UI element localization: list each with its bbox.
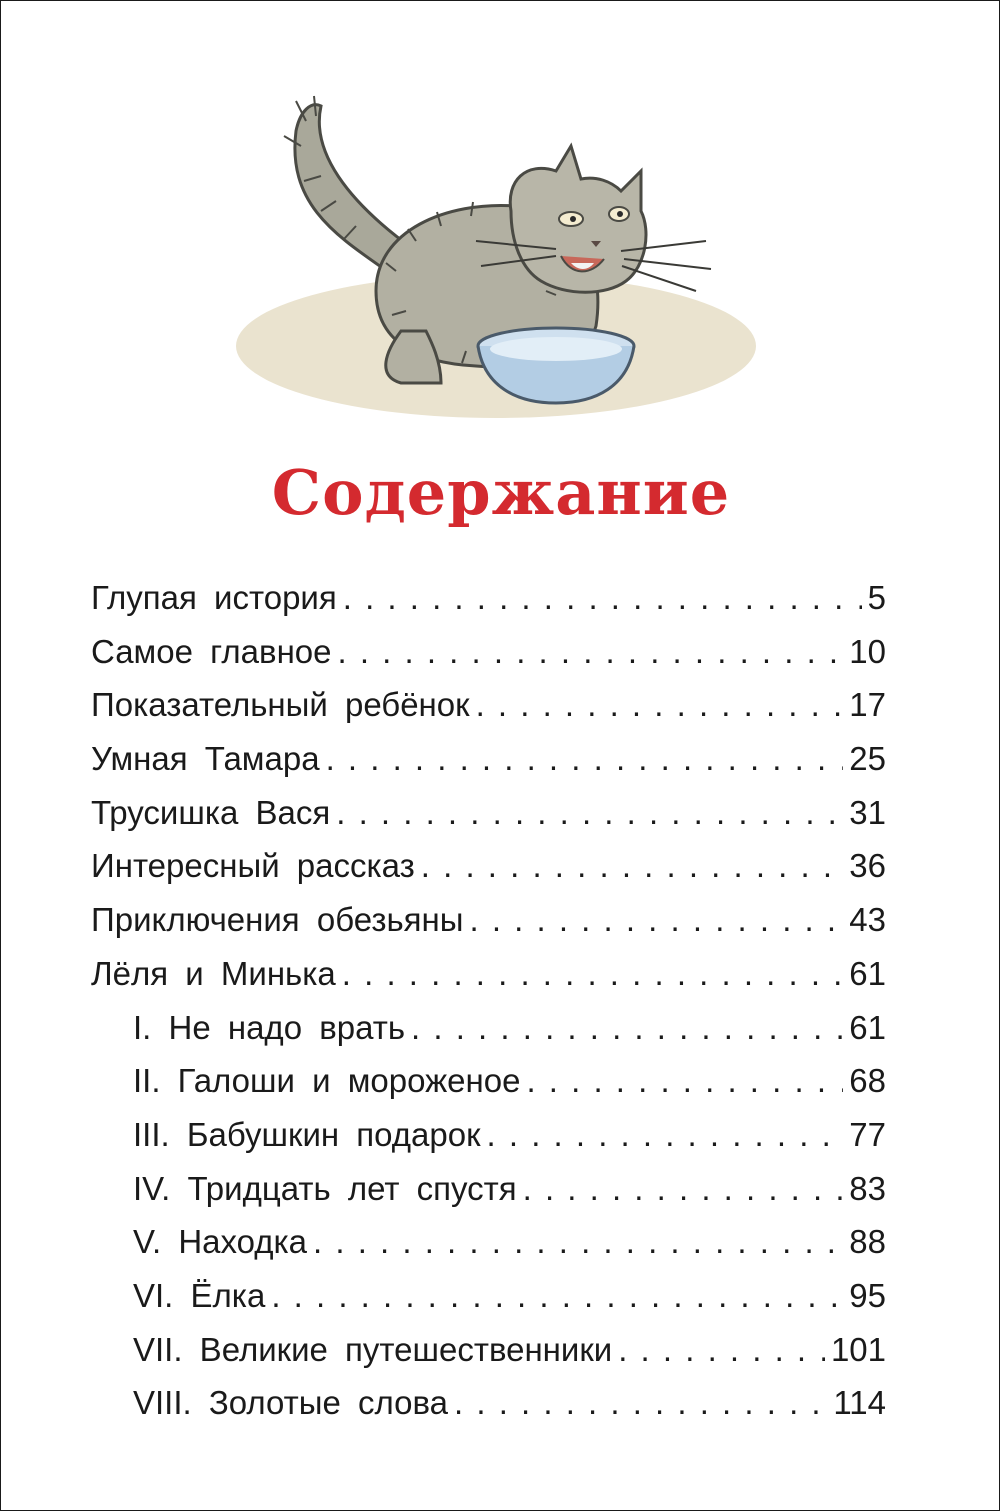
- toc-subentry[interactable]: [91, 1001, 886, 1055]
- toc-entry-page: 36: [849, 847, 886, 885]
- leader-dots: [526, 1054, 843, 1108]
- toc-entry-page: 88: [849, 1223, 886, 1261]
- leader-dots: [487, 1108, 844, 1162]
- leader-dots: [313, 1215, 843, 1269]
- toc-entry[interactable]: [91, 893, 886, 947]
- toc-entry-title: Трусишка Вася: [91, 793, 331, 831]
- toc-subentry[interactable]: [91, 1215, 886, 1269]
- toc-entry[interactable]: [91, 839, 886, 893]
- toc-entry-title: II. Галоши и мороженое: [133, 1062, 521, 1100]
- leader-dots: [421, 839, 844, 893]
- toc-entry-title: VI. Ёлка: [133, 1276, 266, 1314]
- toc-entry-title: Интересный рассказ: [91, 847, 415, 885]
- toc-entry-title: I. Не надо врать: [133, 1008, 406, 1046]
- toc-entry-title: Лёля и Минька: [91, 954, 336, 992]
- toc-entry-page: 101: [830, 1330, 886, 1368]
- toc-entry-title: III. Бабушкин подарок: [133, 1115, 481, 1153]
- toc-entry-page: 83: [849, 1169, 886, 1207]
- toc-entry-page: 31: [849, 793, 886, 831]
- page-title: Содержание: [271, 456, 731, 529]
- toc-entry-page: 5: [867, 579, 886, 616]
- toc-entry-page: 61: [849, 954, 886, 992]
- leader-dots: [336, 786, 843, 840]
- toc-entry-title: Показательный ребёнок: [91, 686, 470, 724]
- toc-subentry[interactable]: [91, 1323, 886, 1377]
- toc-entry-title: Самое главное: [91, 632, 332, 670]
- toc-entry-title: VII. Великие путешественники: [133, 1330, 613, 1368]
- toc-subentry[interactable]: [91, 1376, 886, 1430]
- toc-entry-page: 114: [833, 1384, 886, 1422]
- leader-dots: [342, 947, 844, 1001]
- toc-subentry[interactable]: [91, 1162, 886, 1216]
- toc-entry-title: IV. Тридцать лет спустя: [133, 1169, 517, 1207]
- toc-entry-page: 25: [849, 740, 886, 778]
- leader-dots: [411, 1001, 843, 1055]
- leader-dots: [476, 678, 844, 732]
- toc-entry-page: 61: [849, 1008, 886, 1046]
- leader-dots: [338, 625, 844, 679]
- toc-entry-page: 95: [849, 1276, 886, 1314]
- toc-entry-page: 43: [849, 901, 886, 939]
- toc-entry[interactable]: [91, 947, 886, 1001]
- toc-subentry[interactable]: [91, 1108, 886, 1162]
- cat-with-bowl-illustration: [226, 91, 766, 436]
- toc-entry-title: Приключения обезьяны: [91, 901, 464, 939]
- toc-entry[interactable]: [91, 571, 886, 625]
- toc-entry-title: V. Находка: [133, 1223, 308, 1261]
- toc-entry-page: 77: [849, 1115, 886, 1153]
- table-of-contents: [91, 571, 886, 1430]
- leader-dots: [326, 732, 844, 786]
- toc-subentry[interactable]: [91, 1054, 886, 1108]
- toc-entry[interactable]: [91, 786, 886, 840]
- leader-dots: [454, 1376, 827, 1430]
- toc-subentry[interactable]: [91, 1269, 886, 1323]
- toc-entry-title: VIII. Золотые слова: [133, 1384, 449, 1422]
- leader-dots: [618, 1323, 825, 1377]
- toc-entry[interactable]: [91, 732, 886, 786]
- leader-dots: [469, 893, 843, 947]
- leader-dots: [271, 1269, 843, 1323]
- toc-entry[interactable]: [91, 625, 886, 679]
- toc-entry-page: 68: [849, 1062, 886, 1100]
- toc-entry-page: 17: [849, 686, 886, 724]
- toc-entry[interactable]: [91, 678, 886, 732]
- toc-entry-title: Умная Тамара: [91, 740, 320, 778]
- toc-entry-page: 10: [849, 632, 886, 670]
- leader-dots: [343, 571, 862, 625]
- toc-entry-title: Глупая история: [91, 579, 337, 616]
- leader-dots: [523, 1162, 844, 1216]
